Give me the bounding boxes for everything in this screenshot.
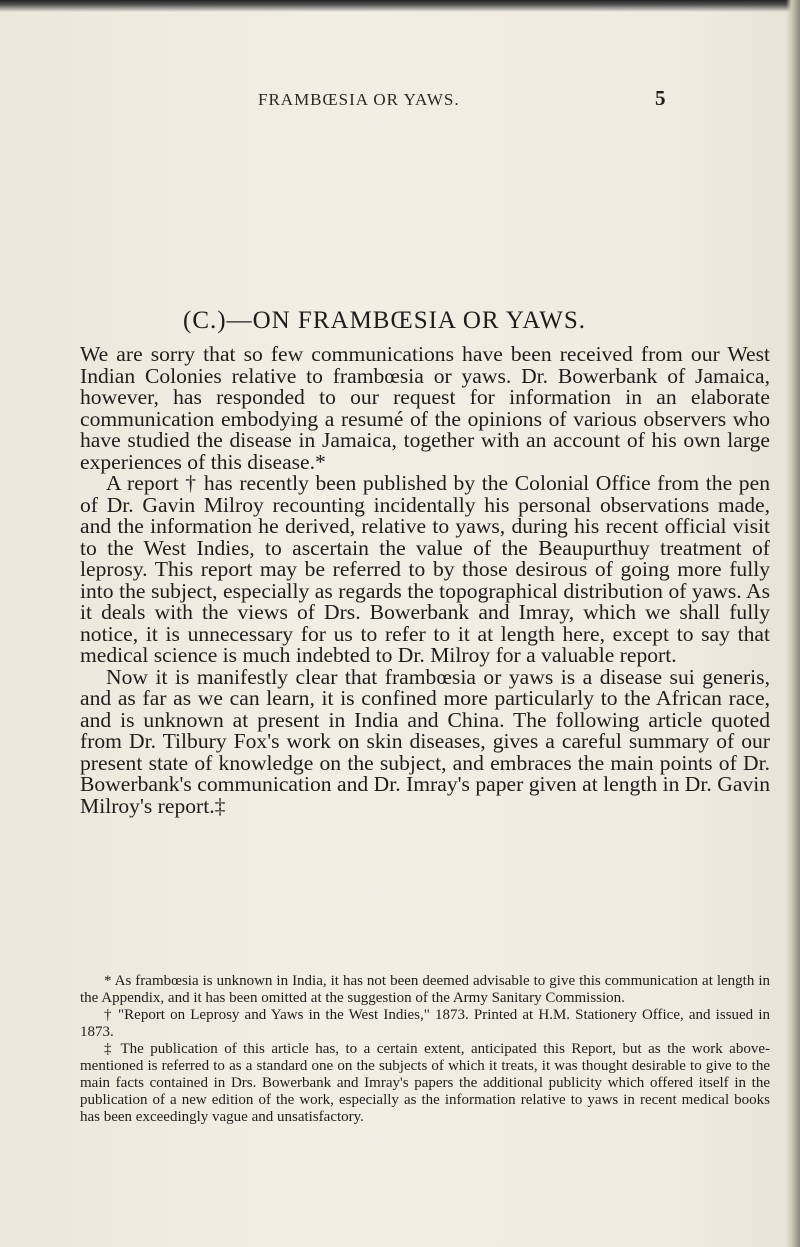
paragraph-1: We are sorry that so few communications have been received from our West Indian Colonies relative to frambœsia or yaws. Dr. Bowerbank of Jamaica, however, has responded to our request for information in an elaborate communication embodying a resumé of the opinions of various observers who have studied the disease in Jamaica, together with an account of his own large experiences of this disease.*: [80, 342, 770, 474]
footnote-dagger: † "Report on Leprosy and Yaws in the West Indies," 1873. Printed at H.M. Stationery Office, and issued in 1873.: [80, 1007, 770, 1040]
footnotes: [80, 973, 770, 1126]
scan-top-shadow: [0, 0, 800, 12]
footnote-double-dagger: ‡ The publication of this article has, to a certain extent, anticipated this Report, but as the work above-mentioned is referred to as a standard one on the subjects of which it treats, it was thought desirable to give to the main facts contained in Drs. Bowerbank and Imray's papers the additional publicity which offered itself in the publication of a new edition of the work, especially as the information relative to yaws in recent medical books has been exceedingly vague and unsatisfactory.: [80, 1041, 770, 1125]
running-head: FRAMBŒSIA OR YAWS.: [258, 90, 460, 109]
body-text: [80, 344, 770, 817]
paragraph-3: Now it is manifestly clear that frambœsia or yaws is a disease sui generis, and as far as we can learn, it is confined more particularly to the African race, and is unknown at present in India and China. The following article quoted from Dr. Tilbury Fox's work on skin diseases, gives a careful summary of our present state of knowledge on the subject, and embraces the main points of Dr. Bowerbank's communication and Dr. Imray's paper given at length in Dr. Gavin Milroy's report.‡: [80, 664, 770, 818]
footnote-asterisk: * As frambœsia is unknown in India, it has not been deemed advisable to give this communication at length in the Appendix, and it has been omitted at the suggestion of the Army Sanitary Commission.: [80, 973, 770, 1006]
section-title: (C.)—ON FRAMBŒSIA OR YAWS.: [183, 307, 586, 334]
page-number: 5: [655, 86, 666, 110]
scan-right-edge: [786, 0, 800, 1247]
paragraph-2: A report † has recently been published by the Colonial Office from the pen of Dr. Gavin Milroy recounting incidentally his personal observations made, and the information he derived, relative to yaws, during his recent official visit to the West Indies, to ascertain the value of the Beaupurthuy treatment of leprosy. This report may be referred to by those desirous of going more fully into the subject, especially as regards the topographical distribution of yaws. As it deals with the views of Drs. Bowerbank and Imray, which we shall fully notice, it is unnecessary for us to refer to it at length here, except to say that medical science is much indebted to Dr. Milroy for a valuable report.: [80, 471, 770, 667]
